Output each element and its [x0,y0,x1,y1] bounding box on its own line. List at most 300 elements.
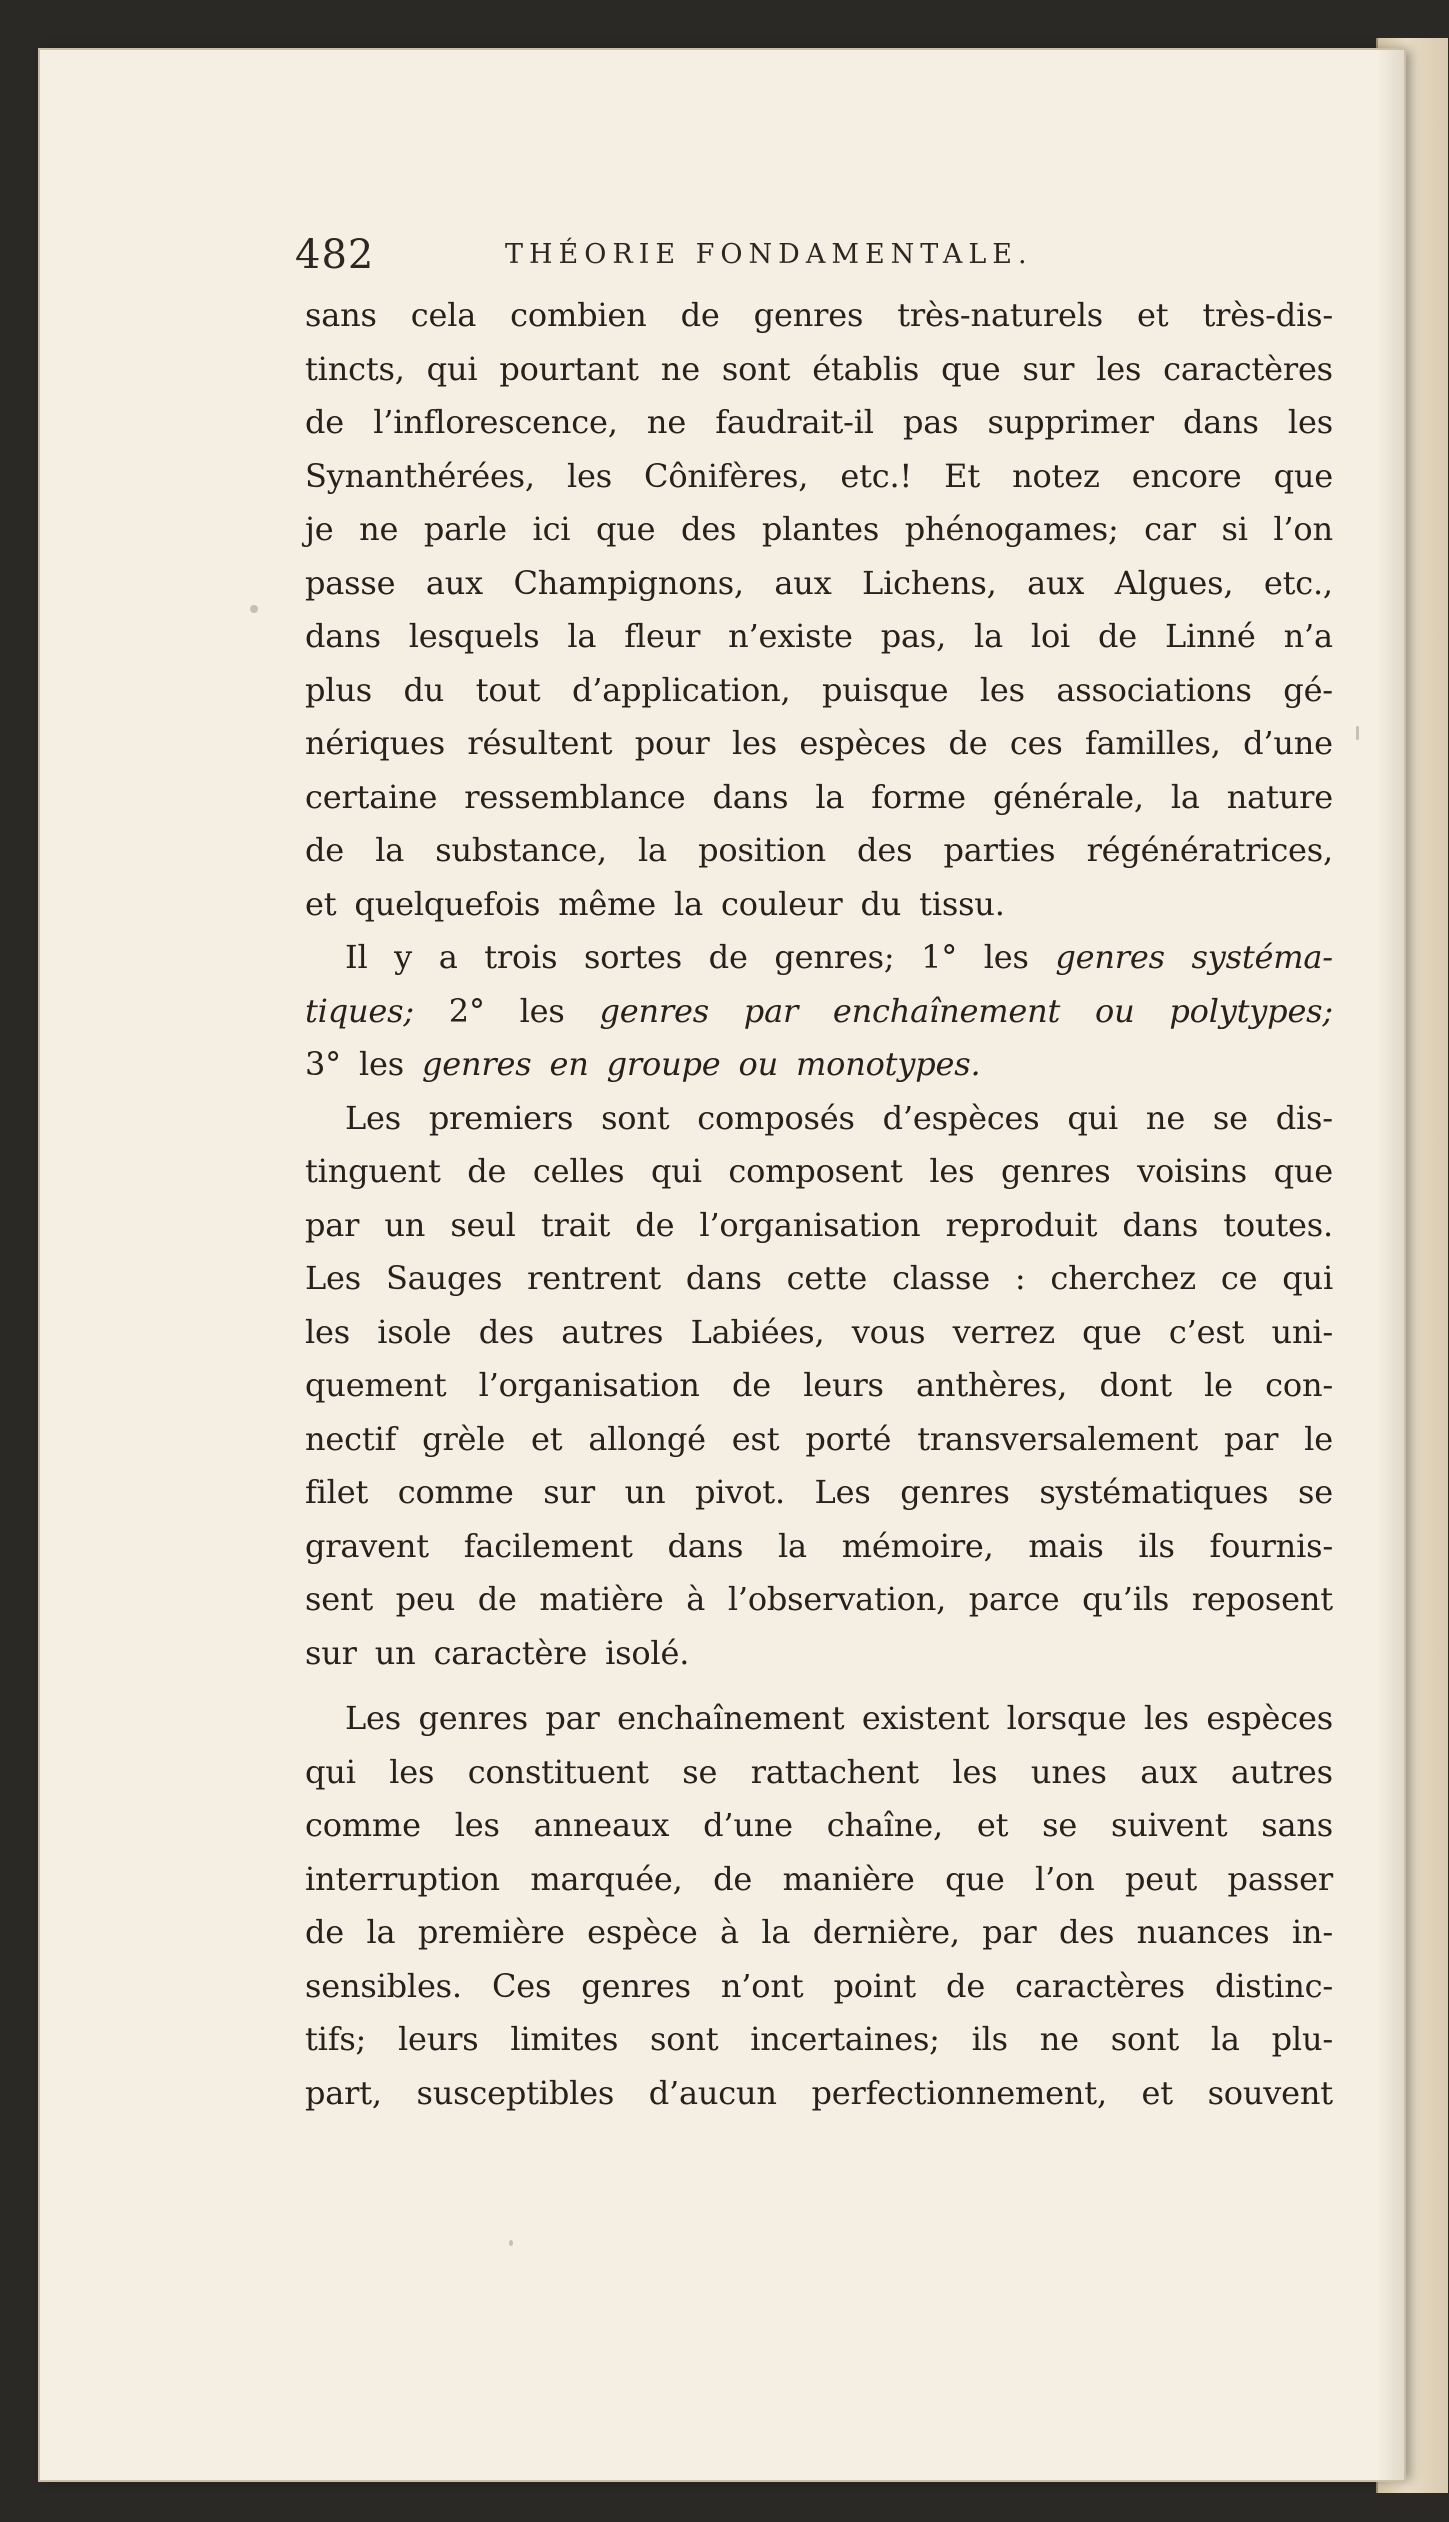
word: sont [601,1098,670,1137]
word: très-dis- [1202,296,1333,334]
text-line [305,1960,1333,2014]
word: autres [561,1312,664,1351]
word: espèces [799,724,927,762]
word: de [305,1913,345,1951]
word: verrez [952,1312,1055,1351]
word: pour [634,724,710,762]
word: ne [1145,1098,1186,1137]
word: que [1273,456,1333,495]
word: faudrait-il [715,403,874,441]
word: aux [1027,563,1085,602]
word: la [375,831,405,869]
word: sortes [583,938,682,976]
word: la [974,617,1003,655]
word: y [394,938,413,976]
word: parce [968,1580,1060,1618]
word: leurs [803,1366,884,1404]
word: Linné [1165,617,1256,655]
word: de [708,938,748,976]
word: caractères [1015,1966,1185,2005]
word: aux [774,563,832,602]
word: que [945,1859,1005,1898]
paper-speck [250,605,258,613]
word: toutes. [1223,1205,1333,1244]
text-line [305,931,1333,985]
word: de [680,296,720,334]
text-line [305,1466,1333,1520]
word: l’organisation [699,1205,921,1244]
word: vous [851,1312,926,1351]
word: celles [532,1152,625,1190]
word: de [635,1205,675,1244]
word: ne [359,510,399,548]
word: un [384,1205,426,1244]
word: par [1223,1419,1279,1458]
word: trait [540,1205,611,1244]
word: tout [475,670,541,709]
word: Sauges [385,1259,503,1297]
word: etc.! [840,456,913,495]
word: fournis- [1209,1526,1333,1565]
word: en [549,1045,589,1083]
word: parties [943,831,1056,869]
word: dis- [1275,1098,1333,1137]
word: la [1210,2020,1240,2058]
word: qui [651,1152,702,1190]
word: se [1298,1473,1333,1511]
word: l’on [1273,510,1333,548]
word: les [983,938,1029,976]
word: incertaines; [750,2020,940,2058]
word: systéma- [1191,938,1333,976]
word: tissu. [919,884,1005,923]
word: dernière, [812,1913,960,1951]
word: la [674,884,703,923]
word: dans [667,1526,744,1565]
text-line [305,1746,1333,1800]
word: ou [738,1045,778,1083]
text-line [305,1413,1333,1467]
text-line [305,289,1333,343]
word: Et [944,456,980,495]
word: allongé [588,1419,706,1458]
word: isole [377,1312,452,1351]
word: isolé. [605,1633,690,1672]
page-header [295,225,1145,285]
word: des [681,510,737,548]
text-line [305,343,1333,397]
word: ne [1039,2020,1079,2058]
word: que [1273,1152,1333,1190]
word: porté [805,1419,892,1458]
word: plus [305,670,372,709]
word: ressemblance [464,777,686,816]
word: ces [1009,724,1063,762]
word: les [1096,349,1142,388]
word: d’une [703,1806,793,1844]
word: de [713,1859,753,1898]
word: trois [484,938,558,976]
text-line [305,824,1333,878]
word: Les [345,1098,402,1137]
word: matière [539,1580,664,1618]
word: Algues, [1114,563,1234,602]
word: Les [305,1259,362,1297]
word: forme [871,777,966,816]
word: je [305,510,334,548]
word: tinguent [305,1152,441,1190]
word: qui [1282,1259,1333,1297]
word: Les [814,1473,871,1511]
word: un [624,1473,666,1511]
word: souvent [1207,2073,1333,2112]
text-line [305,1520,1333,1574]
word: sans [1261,1806,1333,1844]
word: genres [1000,1152,1111,1190]
text-line [305,1799,1333,1853]
word: lesquels [408,617,540,655]
word: première [417,1913,565,1951]
word: rattachent [750,1752,919,1791]
word: ne [646,403,687,441]
word: cherchez [1050,1259,1196,1297]
word: qui [305,1752,356,1791]
word: dans [685,1259,762,1297]
word: : [1014,1259,1026,1297]
word: la [761,1913,791,1951]
word: tincts, [305,349,405,388]
word: genres; [774,938,895,976]
word: position [698,831,826,869]
word: n’a [1283,617,1333,655]
word: a [438,938,458,976]
word: chaîne, [826,1806,943,1844]
word: dans [1182,403,1259,441]
word: part, [305,2073,382,2112]
word: sont [721,349,791,388]
word: reposent [1191,1580,1333,1618]
word: régénératrices, [1086,831,1333,869]
word: les [519,991,565,1030]
word: les [979,670,1025,709]
running-title: THÉORIE FONDAMENTALE. [505,239,1033,270]
word: les [731,724,777,762]
word: l’inflorescence, [373,403,618,441]
word: la [638,831,667,869]
word: la [778,1526,807,1565]
word: associations [1056,670,1252,709]
word: leurs [397,2020,479,2058]
word: sur [305,1633,357,1672]
word: marquée, [530,1859,683,1898]
word: dont [1099,1366,1172,1404]
word: encore [1131,456,1242,495]
word: composés [697,1098,855,1137]
word: unes [1030,1752,1107,1791]
word: tifs; [305,2020,367,2058]
word: d’une [1243,724,1333,762]
word: de [946,1966,986,2005]
word: manière [782,1859,915,1898]
word: aux [425,563,483,602]
word: espèce [587,1913,698,1951]
word: de [1098,617,1138,655]
word: genres [1055,938,1165,976]
word: la [1170,777,1200,816]
text-line [305,717,1333,771]
word: Ces [491,1966,552,2005]
word: les [454,1806,500,1844]
word: nériques [305,724,445,762]
text-line [305,1853,1333,1907]
word: parle [423,510,507,548]
word: se [1212,1098,1248,1137]
word: dans [305,617,381,655]
word: que [941,349,1001,388]
word: le [1204,1366,1233,1404]
word: enchaînement [617,1699,845,1737]
word: certaine [305,777,438,816]
word: aux [1140,1752,1198,1791]
word: l’observation, [727,1580,947,1618]
text-line [305,985,1333,1039]
word: sont [1110,2020,1180,2058]
word: point [833,1966,916,2005]
paper-mark [1356,726,1359,740]
word: ici [532,510,571,548]
word: distinc- [1214,1966,1333,2005]
word: enchaînement [832,991,1061,1030]
word: plantes [761,510,880,548]
word: nature [1226,777,1333,816]
text-line [305,2067,1333,2121]
word: de [731,1366,771,1404]
word: susceptibles [416,2073,615,2112]
word: caractères [1163,349,1333,388]
word: d’espèces [882,1098,1040,1137]
word: phénogames; [904,510,1119,548]
text-line [305,1306,1333,1360]
text-line [305,1252,1333,1306]
word: et [976,1806,1009,1844]
word: notez [1012,456,1100,495]
word: est [731,1419,780,1458]
word: dans [712,777,789,816]
word: établis [812,349,920,388]
word: par [545,1699,600,1737]
word: Les [345,1699,402,1737]
word: 3° [305,1045,341,1083]
word: les [1287,403,1333,441]
text-line [305,1692,1333,1746]
text-line [305,1906,1333,1960]
text-line [305,771,1333,825]
word: gravent [305,1526,429,1565]
word: suivent [1111,1806,1228,1844]
word: et [305,884,337,923]
word: uni- [1271,1312,1333,1351]
word: comme [397,1473,514,1511]
word: quelquefois [354,884,541,923]
word: de [305,831,345,869]
word: c’est [1168,1312,1245,1351]
word: etc., [1263,563,1333,602]
word: limites [510,2020,619,2058]
word: et [1141,2073,1173,2112]
word: les [1143,1699,1189,1737]
word: Labiées, [690,1312,825,1351]
word: genres [599,991,709,1030]
word: systématiques [1039,1473,1269,1511]
word: voisins [1137,1152,1247,1190]
word: passer [1227,1859,1333,1898]
word: 1° [921,938,958,976]
word: par [982,1913,1037,1951]
word: peut [1124,1859,1198,1898]
word: composent [728,1152,903,1190]
word: groupe [606,1045,721,1083]
word: la [366,1913,396,1951]
word: anneaux [533,1806,670,1844]
word: même [558,884,657,923]
word: transversalement [917,1419,1198,1458]
word: comme [305,1806,421,1844]
text-line [305,1627,1333,1681]
word: et [531,1419,563,1458]
word: couleur [720,884,843,923]
word: n’existe [728,617,853,655]
word: par [305,1205,360,1244]
word: mémoire, [841,1526,994,1565]
paragraph-gap [305,1680,1333,1692]
word: n’ont [720,1966,804,2005]
text-line [305,450,1333,504]
word: genres [421,1045,532,1083]
text-line [305,1573,1333,1627]
word: les [952,1752,998,1791]
text-line [305,1199,1333,1253]
word: générale, [992,777,1144,816]
word: polytypes; [1169,991,1333,1030]
word: sensibles. [305,1966,462,2005]
word: à [686,1580,706,1618]
text-line [305,2013,1333,2067]
word: con- [1265,1366,1333,1404]
word: espèces [1206,1699,1333,1737]
word: de [948,724,988,762]
word: l’organisation [478,1366,700,1404]
word: premiers [428,1098,574,1137]
word: existent [861,1699,990,1737]
text-line [305,1145,1333,1199]
word: plu- [1271,2020,1333,2058]
page-number: 482 [295,232,375,278]
word: anthères, [916,1366,1068,1404]
word: la [567,617,597,655]
word: pas, [880,617,947,655]
word: seul [450,1205,516,1244]
word: pivot. [695,1473,785,1511]
text-line [305,503,1333,557]
word: genres [581,1966,691,2005]
word: familles, [1085,724,1221,762]
word: du [403,670,445,709]
word: loi [1030,617,1071,655]
word: caractère [433,1633,588,1672]
word: les [305,1312,350,1351]
word: pas [902,403,959,441]
word: reproduit [945,1205,1098,1244]
word: rentrent [527,1259,661,1297]
word: mais [1028,1526,1104,1565]
word: se [1042,1806,1078,1844]
text-line [305,1038,1333,1092]
word: ce [1220,1259,1258,1297]
word: fleur [624,617,701,655]
word: sont [650,2020,719,2058]
word: classe [892,1259,990,1297]
word: d’application, [571,670,791,709]
word: dans [1122,1205,1199,1244]
word: les [566,456,612,495]
word: que [1082,1312,1142,1351]
word: et [1137,296,1169,334]
word: monotypes. [796,1045,981,1083]
word: tiques; [305,991,414,1030]
word: peu [395,1580,456,1618]
word: substance, [435,831,607,869]
word: genres [753,296,864,334]
word: combien [510,296,647,334]
word: la [815,777,845,816]
word: des [857,831,913,869]
word: lorsque [1006,1699,1127,1737]
word: si [1221,510,1248,548]
word: pourtant [499,349,639,388]
word: Lichens, [862,563,997,602]
word: des [1058,1913,1115,1951]
word: les [389,1752,435,1791]
main-text [305,289,1333,2120]
word: un [374,1633,416,1672]
word: d’aucun [648,2073,777,2112]
word: sur [543,1473,595,1511]
word: les [358,1045,404,1083]
word: ne [660,349,700,388]
word: à [720,1913,739,1951]
word: que [595,510,656,548]
word: qui [426,349,478,388]
word: de [467,1152,507,1190]
word: Cônifères, [644,456,809,495]
word: qui [1067,1098,1119,1137]
text-line [305,1092,1333,1146]
word: genres [900,1473,1010,1511]
word: genres [418,1699,528,1737]
word: sent [305,1580,374,1618]
word: très-naturels [897,296,1103,334]
word: constituent [467,1752,649,1791]
word: gé- [1283,670,1333,709]
text-line [305,610,1333,664]
word: ils [971,2020,1008,2058]
word: car [1144,510,1196,548]
word: supprimer [987,403,1154,441]
word: ou [1095,991,1135,1030]
word: nuances [1136,1913,1270,1951]
word: cette [786,1259,868,1297]
word: facilement [463,1526,633,1565]
